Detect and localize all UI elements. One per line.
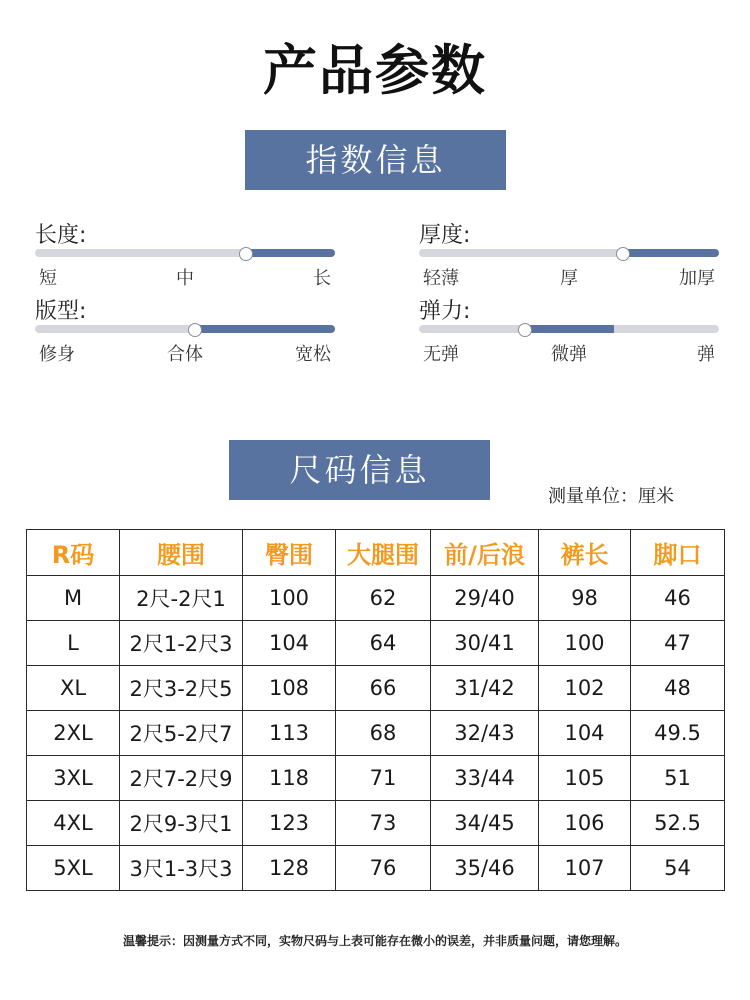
cell-leg-opening: 51 <box>631 756 725 801</box>
table-row <box>27 846 725 891</box>
column-header-size: R码 <box>27 530 120 576</box>
table-row <box>27 576 725 621</box>
cell-leg-opening: 46 <box>631 576 725 621</box>
fit-tick-regular: 合体 <box>167 344 203 365</box>
cell-rise: 35/46 <box>431 846 539 891</box>
cell-leg-opening: 48 <box>631 666 725 711</box>
length-fill <box>245 249 335 257</box>
length-tick-long: 长 <box>313 268 331 289</box>
elasticity-track <box>419 325 719 333</box>
size-table-body <box>27 576 725 891</box>
column-header-length: 裤长 <box>539 530 631 576</box>
cell-leg-opening: 52.5 <box>631 801 725 846</box>
index-info-banner: 指数信息 <box>245 130 506 190</box>
table-row <box>27 621 725 666</box>
table-row <box>27 711 725 756</box>
thickness-tick-thin: 轻薄 <box>423 268 459 289</box>
footer-note: 温馨提示：因测量方式不同，实物尺码与上表可能存在微小的误差，并非质量问题，请您理解。 <box>122 934 627 948</box>
elasticity-label: 弹力: <box>419 299 471 324</box>
cell-length: 102 <box>539 666 631 711</box>
cell-hip: 104 <box>243 621 336 666</box>
elasticity-tick-none: 无弹 <box>423 344 459 365</box>
fit-label: 版型: <box>35 299 87 324</box>
measurement-unit-note: 测量单位：厘米 <box>548 486 674 507</box>
elasticity-knob <box>518 323 532 337</box>
size-chart-table <box>26 529 725 891</box>
cell-size: 5XL <box>27 846 120 891</box>
cell-hip: 128 <box>243 846 336 891</box>
fit-fill <box>194 325 335 333</box>
cell-length: 100 <box>539 621 631 666</box>
size-info-banner: 尺码信息 <box>229 440 490 500</box>
cell-leg-opening: 49.5 <box>631 711 725 756</box>
cell-thigh: 73 <box>336 801 431 846</box>
thickness-fill <box>622 249 720 257</box>
cell-waist: 2尺1-2尺3 <box>120 621 243 666</box>
length-tick-medium: 中 <box>176 268 194 289</box>
column-header-thigh: 大腿围 <box>336 530 431 576</box>
length-tick-short: 短 <box>39 268 57 289</box>
cell-hip: 123 <box>243 801 336 846</box>
cell-leg-opening: 54 <box>631 846 725 891</box>
fit-knob <box>188 323 202 337</box>
cell-waist: 2尺3-2尺5 <box>120 666 243 711</box>
column-header-rise: 前/后浪 <box>431 530 539 576</box>
cell-length: 106 <box>539 801 631 846</box>
cell-rise: 30/41 <box>431 621 539 666</box>
cell-length: 105 <box>539 756 631 801</box>
cell-hip: 100 <box>243 576 336 621</box>
cell-hip: 113 <box>243 711 336 756</box>
elasticity-tick-slight: 微弹 <box>551 344 587 365</box>
cell-thigh: 76 <box>336 846 431 891</box>
thickness-label: 厚度: <box>419 223 471 248</box>
fit-tick-slim: 修身 <box>39 344 75 365</box>
cell-waist: 3尺1-3尺3 <box>120 846 243 891</box>
column-header-leg-opening: 脚口 <box>631 530 725 576</box>
cell-rise: 34/45 <box>431 801 539 846</box>
cell-thigh: 64 <box>336 621 431 666</box>
cell-thigh: 68 <box>336 711 431 756</box>
cell-rise: 33/44 <box>431 756 539 801</box>
cell-length: 98 <box>539 576 631 621</box>
cell-size: XL <box>27 666 120 711</box>
cell-size: M <box>27 576 120 621</box>
table-row <box>27 756 725 801</box>
cell-hip: 118 <box>243 756 336 801</box>
cell-waist: 2尺5-2尺7 <box>120 711 243 756</box>
cell-thigh: 62 <box>336 576 431 621</box>
cell-size: 2XL <box>27 711 120 756</box>
cell-size: 3XL <box>27 756 120 801</box>
length-label: 长度: <box>35 223 87 248</box>
length-knob <box>239 247 253 261</box>
column-header-hip: 臀围 <box>243 530 336 576</box>
cell-hip: 108 <box>243 666 336 711</box>
cell-size: 4XL <box>27 801 120 846</box>
fit-tick-loose: 宽松 <box>295 344 331 365</box>
cell-length: 107 <box>539 846 631 891</box>
cell-thigh: 66 <box>336 666 431 711</box>
cell-waist: 2尺7-2尺9 <box>120 756 243 801</box>
elasticity-fill <box>524 325 614 333</box>
cell-waist: 2尺9-3尺1 <box>120 801 243 846</box>
fit-track <box>35 325 335 333</box>
page-title: 产品参数 <box>263 39 487 102</box>
thickness-knob <box>616 247 630 261</box>
table-row <box>27 801 725 846</box>
cell-size: L <box>27 621 120 666</box>
length-track <box>35 249 335 257</box>
cell-rise: 32/43 <box>431 711 539 756</box>
table-row <box>27 666 725 711</box>
cell-waist: 2尺-2尺1 <box>120 576 243 621</box>
cell-leg-opening: 47 <box>631 621 725 666</box>
cell-length: 104 <box>539 711 631 756</box>
elasticity-tick-stretch: 弹 <box>697 344 715 365</box>
cell-thigh: 71 <box>336 756 431 801</box>
cell-rise: 29/40 <box>431 576 539 621</box>
column-header-waist: 腰围 <box>120 530 243 576</box>
thickness-tick-thick: 厚 <box>560 268 578 289</box>
thickness-track <box>419 249 719 257</box>
thickness-tick-extra-thick: 加厚 <box>679 268 715 289</box>
cell-rise: 31/42 <box>431 666 539 711</box>
table-header-row <box>27 530 725 576</box>
